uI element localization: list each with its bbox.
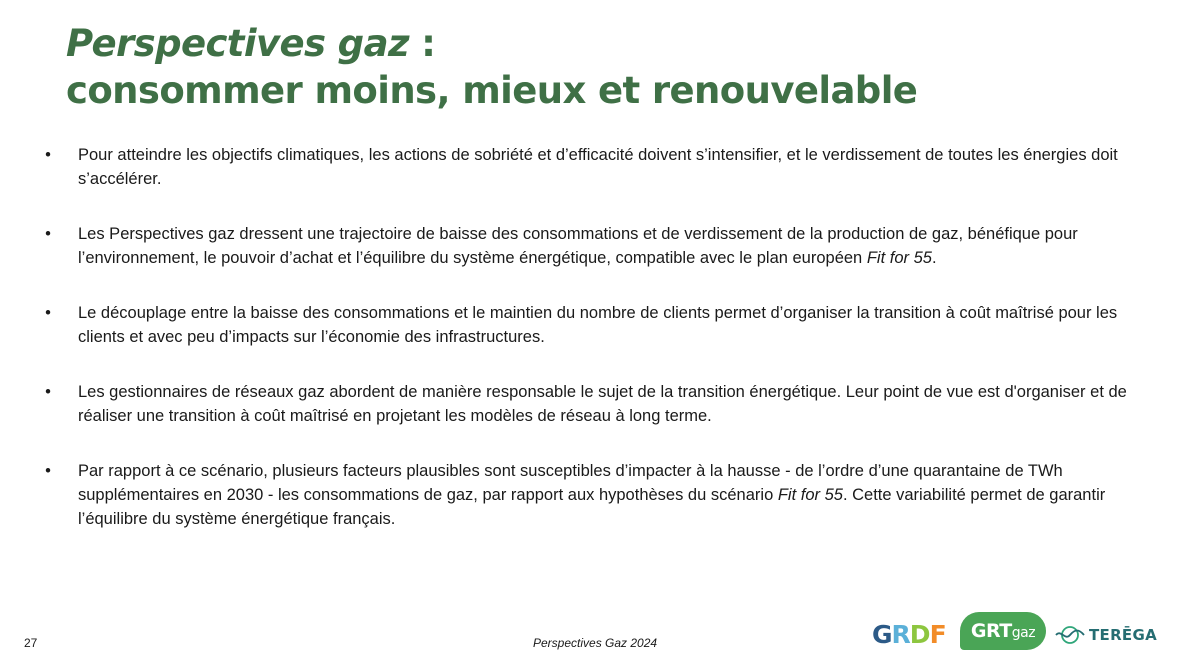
grtgaz-main: GRT bbox=[970, 620, 1012, 642]
grdf-letter: D bbox=[909, 620, 930, 649]
title-subtitle: consommer moins, mieux et renouvelable bbox=[66, 69, 918, 112]
bullet-dot: • bbox=[45, 304, 51, 322]
bullet-dot: • bbox=[45, 225, 51, 243]
grtgaz-suffix: gaz bbox=[1011, 625, 1036, 641]
bullet-item bbox=[42, 459, 1142, 531]
title-emphasis: Perspectives gaz bbox=[66, 22, 409, 65]
terega-emblem-icon bbox=[1055, 625, 1085, 645]
terega-logo bbox=[1055, 624, 1157, 646]
bullet-italic: Fit for 55 bbox=[866, 249, 932, 267]
title-colon: : bbox=[408, 22, 436, 65]
bullet-text: Pour atteindre les objectifs climatiques, les actions de sobriété et d’efficacité doivent s’intensifier, et le verdissement de toutes les énergies doit s’accélérer. bbox=[78, 146, 1118, 188]
grdf-letter: G bbox=[872, 620, 892, 649]
footer-title: Perspectives Gaz 2024 bbox=[533, 636, 658, 650]
terega-name: TERĒGA bbox=[1089, 626, 1157, 644]
bullet-tail: . Cette variabilité permet de garantir l’équilibre du système énergétique français. bbox=[78, 486, 1106, 528]
bullet-item bbox=[42, 143, 1142, 191]
grtgaz-logo bbox=[960, 612, 1046, 650]
bullet-dot: • bbox=[45, 383, 51, 401]
bullet-text: Le découplage entre la baisse des consommations et le maintien du nombre de clients permet d’organiser la transition à coût maîtrisé pour les clients et avec peu d’impacts sur l’économie des infrastructures. bbox=[78, 304, 1118, 346]
bullet-item bbox=[42, 301, 1142, 349]
bullet-dot: • bbox=[45, 146, 51, 164]
slide-title bbox=[66, 20, 917, 114]
bullet-item bbox=[42, 380, 1142, 428]
bullet-text: Les Perspectives gaz dressent une trajectoire de baisse des consommations et de verdissement de la production de gaz, bénéfique pour l’environnement, le pouvoir d’achat et l’équilibre du système énergétique, compatible avec le plan européen bbox=[78, 225, 1078, 267]
bullet-item bbox=[42, 222, 1142, 270]
bullet-tail: . bbox=[931, 249, 937, 267]
bullet-text: Les gestionnaires de réseaux gaz abordent de manière responsable le sujet de la transition énergétique. Leur point de vue est d'organiser et de réaliser une transition à coût maîtrisé en projetant les modèles de réseau à long terme. bbox=[78, 383, 1127, 425]
grdf-letter: F bbox=[929, 620, 946, 649]
grdf-letter: R bbox=[891, 620, 910, 649]
bullet-text: Par rapport à ce scénario, plusieurs facteurs plausibles sont susceptibles d’impacter à la hausse - de l’ordre d’une quarantaine de TWh supplémentaires en 2030 - les consommations de gaz, par rapport aux hypothèses du scénario bbox=[78, 462, 1063, 504]
grdf-logo bbox=[872, 620, 946, 649]
page-number: 27 bbox=[24, 636, 38, 650]
bullet-list bbox=[42, 143, 1142, 531]
bullet-dot: • bbox=[45, 462, 51, 480]
bullet-italic: Fit for 55 bbox=[777, 486, 843, 504]
